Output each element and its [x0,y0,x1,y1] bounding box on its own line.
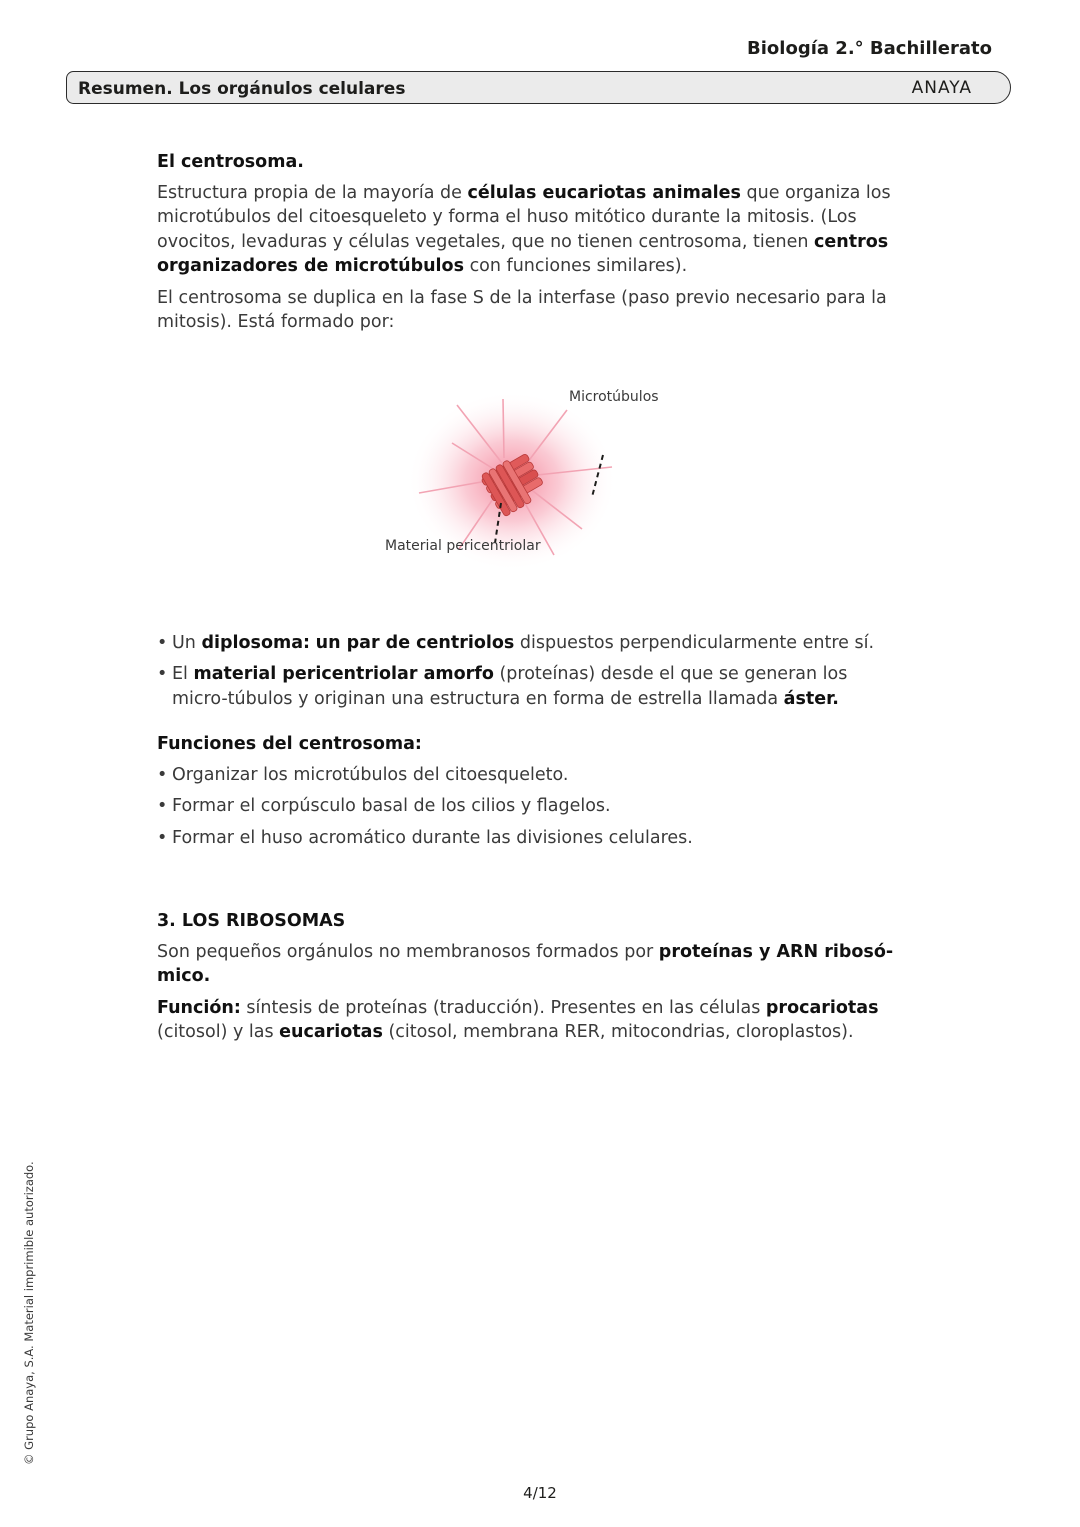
label-microtubulos: Microtúbulos [569,388,659,405]
brand-logo: ANAYA [911,78,972,98]
list-item: • Formar el huso acromático durante las divisiones celulares. [157,826,905,851]
centrosome-figure [157,353,905,603]
ribosomas-paragraph-2: Función: síntesis de proteínas (traducción). Presentes en las células procariotas (citosol) y las eucariotas (citosol, membrana RER, mitocondrias, cloroplastos). [157,997,879,1042]
section-heading-centrosoma: El centrosoma. [157,152,304,172]
main-content [157,150,905,1052]
funciones-heading: Funciones del centrosoma: [157,734,422,754]
list-item: • El material pericentriolar amorfo (proteínas) desde el que se generan los micro-túbulos y originan una estructura en forma de estrella llamada áster. [157,662,905,711]
subject-title: Biología 2.° Bachillerato [747,38,992,59]
list-item: • Organizar los microtúbulos del citoesqueleto. [157,763,905,788]
list-item: • Formar el corpúsculo basal de los cilios y flagelos. [157,794,905,819]
centrosome-illustration [157,353,905,603]
header-bar [66,71,1011,104]
centrosome-components-list [157,631,905,712]
label-material-pericentriolar: Material pericentriolar [385,537,541,554]
page-title: Resumen. Los orgánulos celulares [78,79,406,99]
section-heading-ribosomas: 3. LOS RIBOSOMAS [157,911,346,931]
funciones-list [157,763,905,851]
ribosomas-paragraph-1: Son pequeños orgánulos no membranosos formados por proteínas y ARN ribosó-mico. [157,941,894,986]
centrosoma-paragraph-2: El centrosoma se duplica en la fase S de la interfase (paso previo necesario para la mitosis). Está formado por: [157,287,887,332]
list-item: • Un diplosoma: un par de centriolos dispuestos perpendicularmente entre sí. [157,631,905,656]
copyright-notice: © Grupo Anaya, S.A. Material imprimible autorizado. [22,1161,36,1465]
centrosoma-paragraph-1: Estructura propia de la mayoría de células eucariotas animales que organiza los microtúbulos del citoesqueleto y forma el huso mitótico durante la mitosis. (Los ovocitos, levaduras y células vegetales, que no tienen centrosoma, tienen centros organizadores de microtúbulos con funciones similares). [157,182,891,276]
page-number: 4/12 [523,1484,557,1502]
